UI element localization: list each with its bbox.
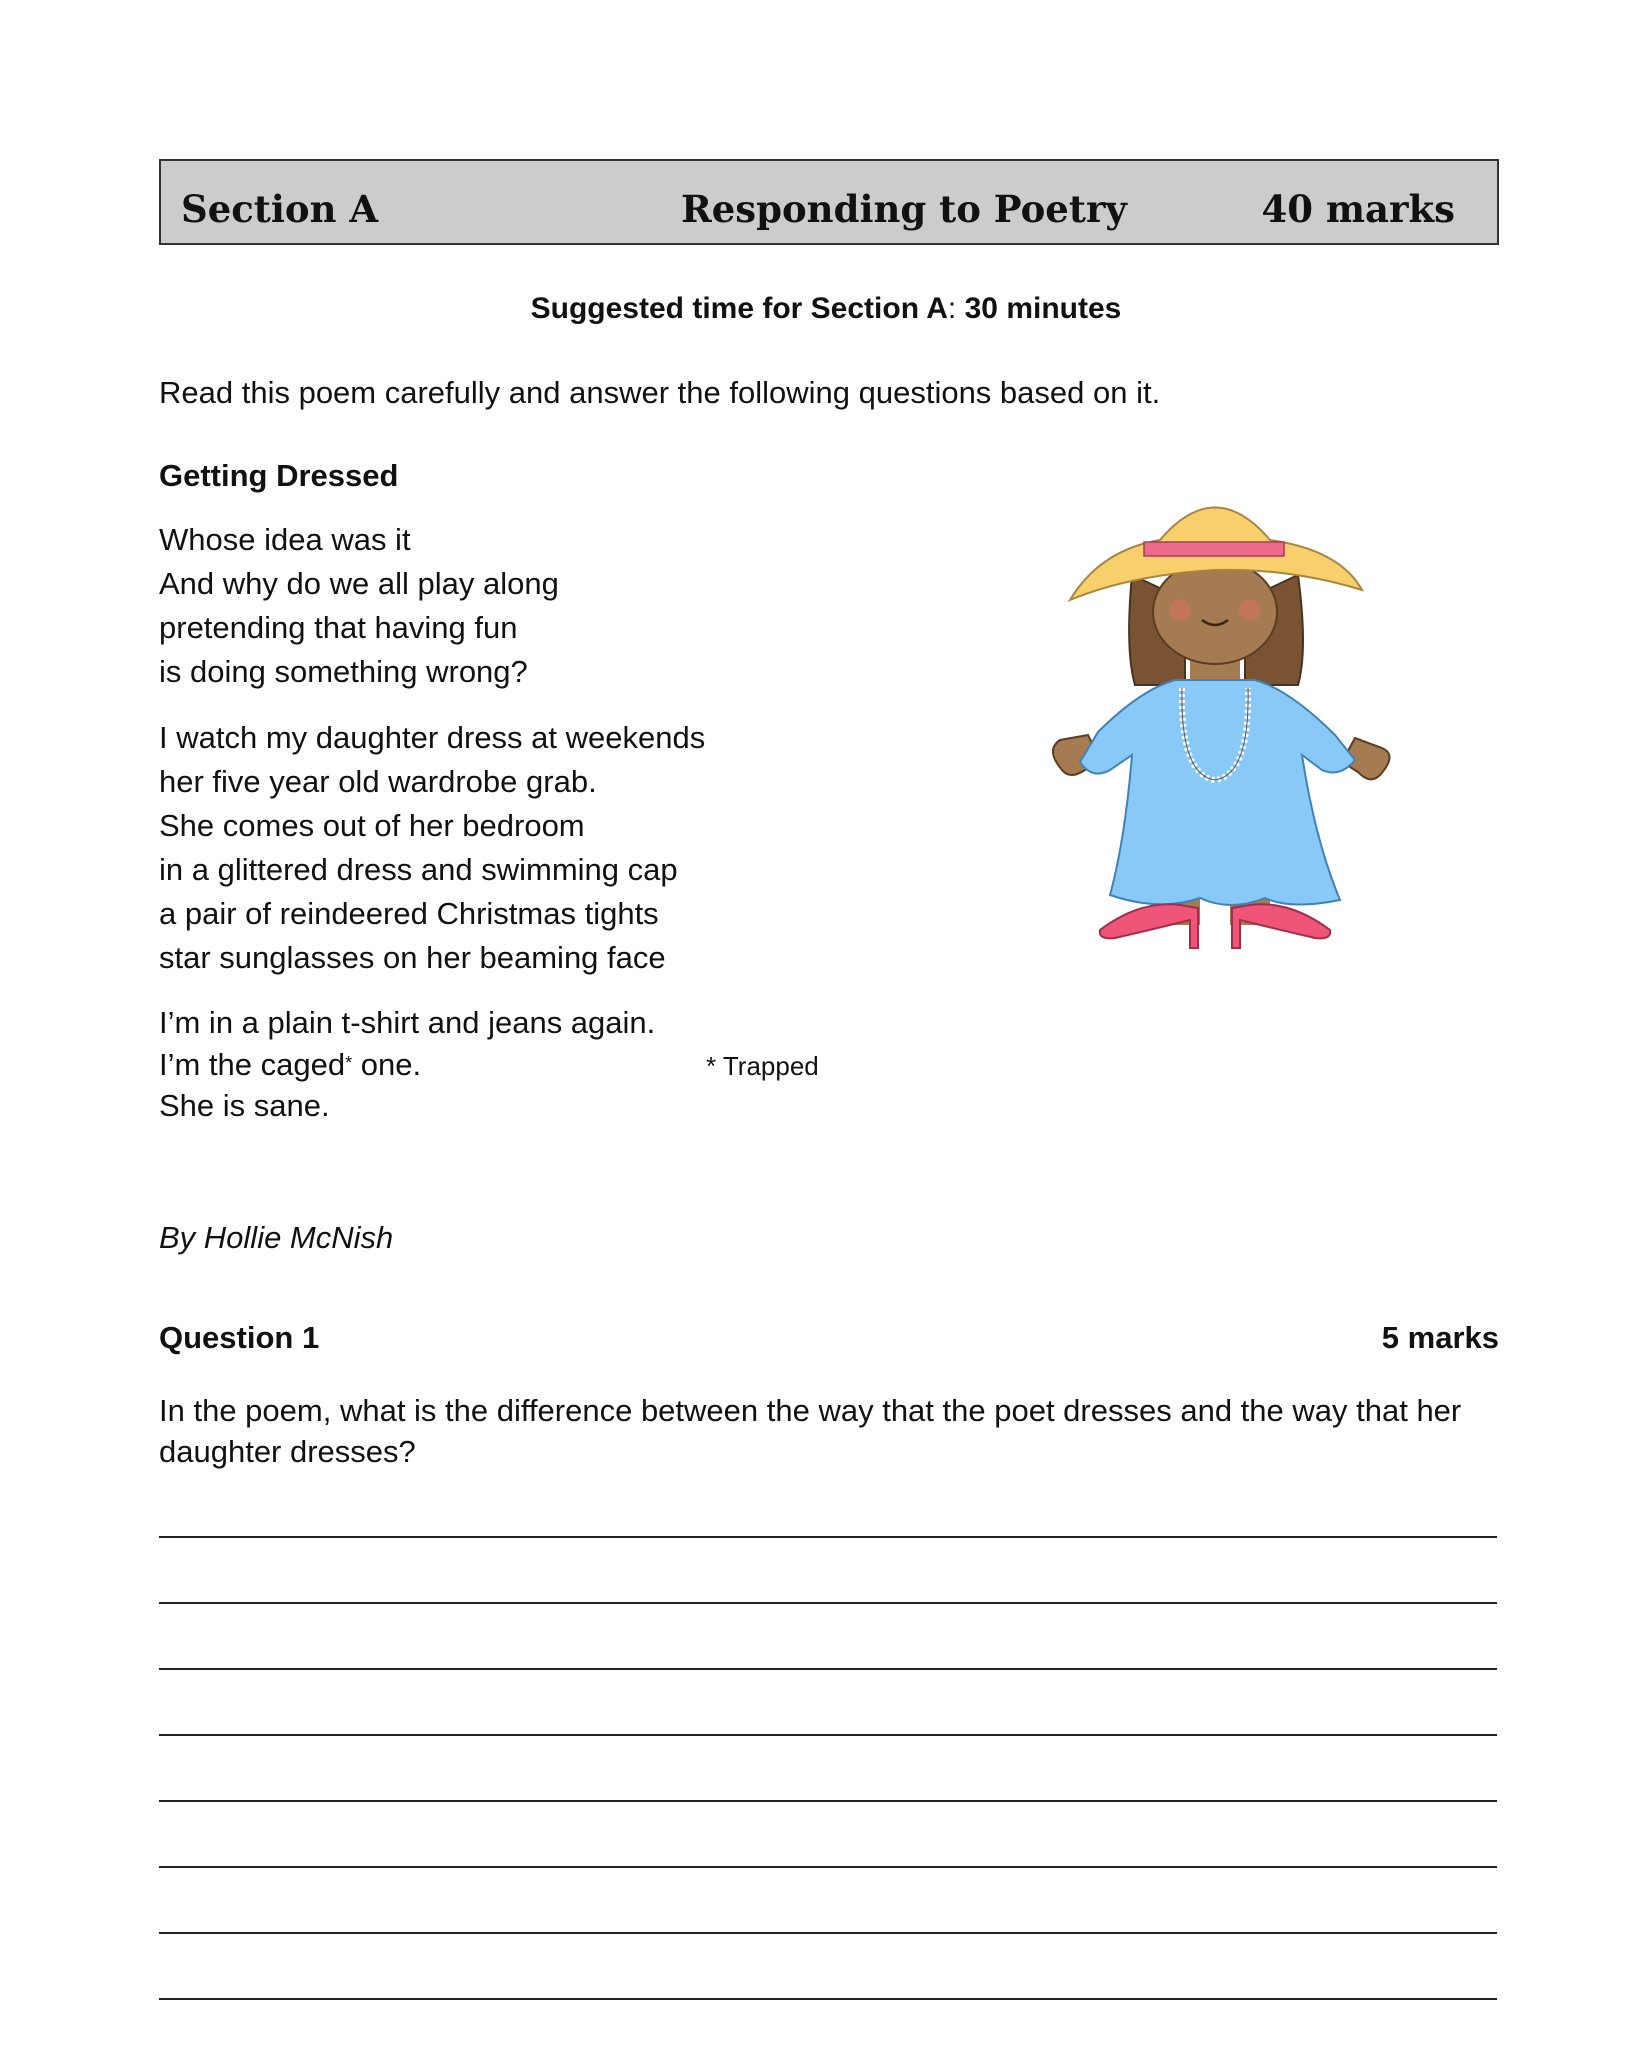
section-label: Section A xyxy=(181,187,379,231)
answer-line[interactable] xyxy=(159,1734,1497,1736)
question-title: Question 1 xyxy=(159,1320,320,1355)
poem-stanza-2 xyxy=(159,716,705,980)
dress xyxy=(1080,680,1355,905)
suggested-time-value: 30 minutes xyxy=(964,292,1122,325)
poem-stanza-3 xyxy=(159,1002,655,1126)
hat-band xyxy=(1144,542,1284,556)
poem-author: By Hollie McNish xyxy=(159,1220,394,1255)
poem-line: Whose idea was it xyxy=(159,522,411,557)
footnote-marker: * xyxy=(345,1053,353,1073)
poem-line: pretending that having fun xyxy=(159,610,518,645)
poem-line: star sunglasses on her beaming face xyxy=(159,940,666,975)
poem-line: She is sane. xyxy=(159,1088,330,1123)
poem-line: her five year old wardrobe grab. xyxy=(159,764,597,799)
shoe-right xyxy=(1232,904,1330,948)
answer-line[interactable] xyxy=(159,1866,1497,1868)
suggested-time-label: Suggested time for Section A xyxy=(530,292,948,325)
cheek-right xyxy=(1239,599,1261,621)
girl-illustration xyxy=(1040,480,1400,950)
poem-line: a pair of reindeered Christmas tights xyxy=(159,896,659,931)
poem-line: I watch my daughter dress at weekends xyxy=(159,720,706,755)
section-marks: 40 marks xyxy=(1261,187,1455,231)
cheek-left xyxy=(1169,599,1191,621)
footnote: * Trapped xyxy=(706,1051,819,1081)
answer-line[interactable] xyxy=(159,1932,1497,1934)
instruction-text: Read this poem carefully and answer the following questions based on it. xyxy=(159,375,1161,410)
answer-line[interactable] xyxy=(159,1602,1497,1604)
suggested-time-separator: : xyxy=(947,292,957,325)
poem-line xyxy=(159,1043,655,1085)
poem-line: is doing something wrong? xyxy=(159,654,528,689)
poem-line: I’m in a plain t-shirt and jeans again. xyxy=(159,1005,656,1040)
poem-line: She comes out of her bedroom xyxy=(159,808,585,843)
answer-line[interactable] xyxy=(159,1800,1497,1802)
poem-title: Getting Dressed xyxy=(159,458,399,493)
poem-stanza-1 xyxy=(159,518,559,694)
poem-line-text: I’m the caged xyxy=(159,1047,346,1082)
answer-line[interactable] xyxy=(159,1998,1497,2000)
suggested-time xyxy=(0,292,1652,326)
section-title: Responding to Poetry xyxy=(681,187,1127,231)
shoe-left xyxy=(1100,904,1198,948)
answer-line[interactable] xyxy=(159,1668,1497,1670)
poem-line-text: one. xyxy=(352,1047,422,1082)
section-header xyxy=(159,159,1499,245)
poem-line: in a glittered dress and swimming cap xyxy=(159,852,678,887)
question-marks: 5 marks xyxy=(1381,1320,1499,1355)
question-text: In the poem, what is the difference between the way that the poet dresses and the way that her daughter dresses? xyxy=(159,1393,1462,1469)
poem-line: And why do we all play along xyxy=(159,566,559,601)
answer-line[interactable] xyxy=(159,1536,1497,1538)
